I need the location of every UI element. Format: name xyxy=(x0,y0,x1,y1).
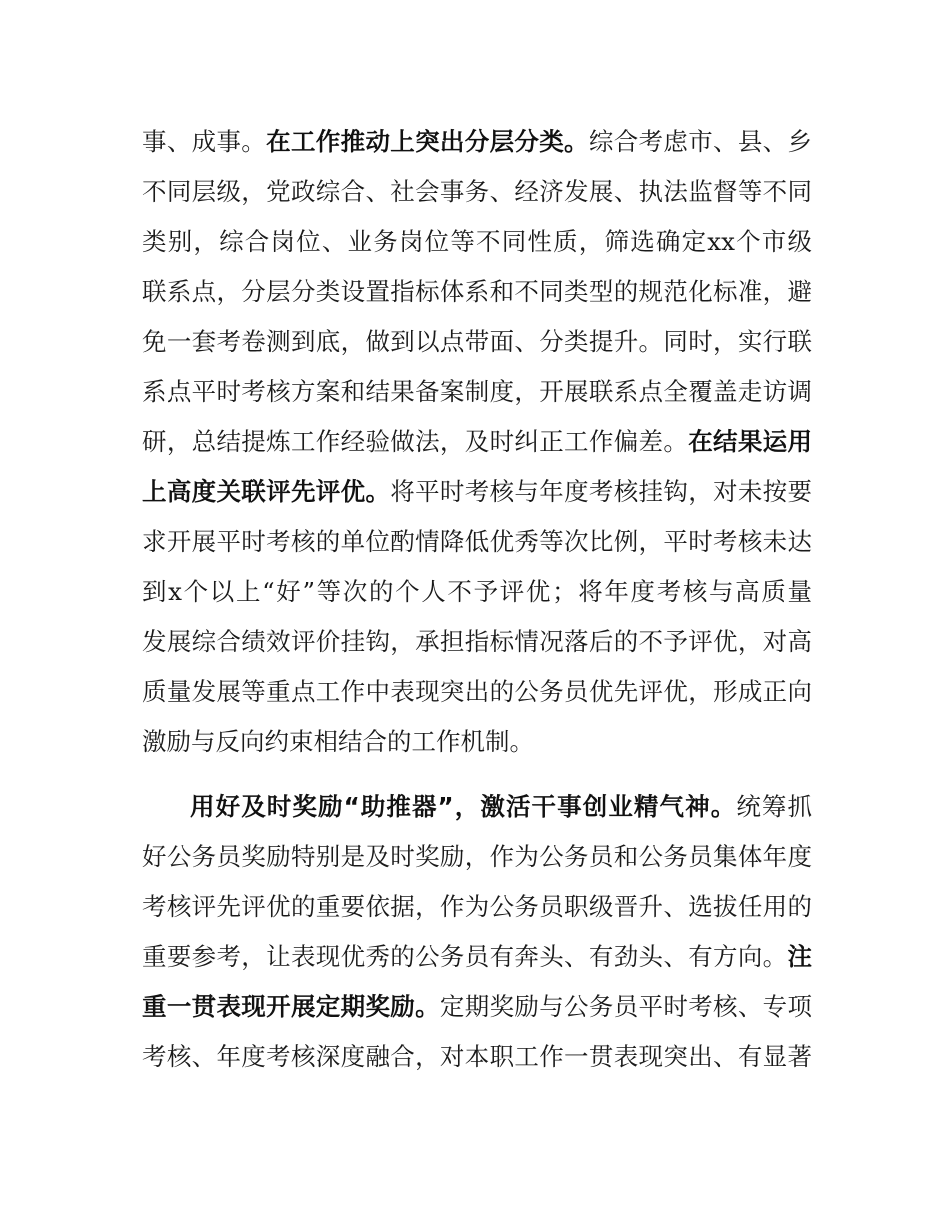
text-line xyxy=(142,172,812,212)
text-run: 发展综合绩效评价挂钩，承担指标情况落后的不予评优，对高 xyxy=(142,627,812,656)
text-line xyxy=(142,522,812,562)
text-run: 不同层级，党政综合、社会事务、经济发展、执法监督等不同 xyxy=(142,177,812,206)
text-run: 好公务员奖励特别是及时奖励，作为公务员和公务员集体年度 xyxy=(142,842,812,871)
text-line xyxy=(142,122,812,162)
text-run: 考核、年度考核深度融合，对本职工作一贯表现突出、有显著 xyxy=(142,1042,812,1071)
bold-heading-run: 在工作推动上突出分层分类。 xyxy=(266,127,589,156)
text-line xyxy=(142,937,812,977)
text-run: 将平时考核与年度考核挂钩，对未按要 xyxy=(390,477,813,506)
text-line xyxy=(142,722,812,762)
bold-heading-run: 重一贯表现开展定期奖励。 xyxy=(142,992,440,1021)
bold-heading-run: 注 xyxy=(787,942,812,971)
text-run: 激励与反向约束相结合的工作机制。 xyxy=(142,727,534,756)
text-line xyxy=(142,322,812,362)
text-run: 系点平时考核方案和结果备案制度，开展联系点全覆盖走访调 xyxy=(142,377,812,406)
bold-heading-run: 在结果运用 xyxy=(688,427,813,456)
text-run: 统筹抓 xyxy=(736,792,813,821)
text-line xyxy=(142,372,812,412)
text-run: 事、成事。 xyxy=(142,127,267,156)
text-line xyxy=(142,887,812,927)
text-line xyxy=(142,472,812,512)
text-run: 免一套考卷测到底，做到以点带面、分类提升。同时，实行联 xyxy=(142,327,812,356)
text-run: 重要参考，让表现优秀的公务员有奔头、有劲头、有方向。 xyxy=(142,942,788,971)
text-line xyxy=(142,622,812,662)
text-line xyxy=(142,1037,812,1077)
text-line xyxy=(142,672,812,712)
bold-heading-run: 用好及时奖励“助推器”，激活干事创业精气神。 xyxy=(190,792,737,821)
text-run: 求开展平时考核的单位酌情降低优秀等次比例，平时考核未达 xyxy=(142,527,812,556)
text-run: 定期奖励与公务员平时考核、专项 xyxy=(439,992,812,1021)
text-run: 综合考虑市、县、乡 xyxy=(588,127,813,156)
text-line xyxy=(142,272,812,312)
text-run: 联系点，分层分类设置指标体系和不同类型的规范化标准，避 xyxy=(142,277,812,306)
text-line xyxy=(142,222,812,262)
text-run: 考核评先评优的重要依据，作为公务员职级晋升、选拔任用的 xyxy=(142,892,812,921)
text-line xyxy=(142,987,812,1027)
text-run: 研，总结提炼工作经验做法，及时纠正工作偏差。 xyxy=(142,427,689,456)
text-run: 到x个以上“好”等次的个人不予评优；将年度考核与高质量 xyxy=(142,577,812,606)
text-line xyxy=(142,572,812,612)
text-line xyxy=(142,837,812,877)
text-run: 质量发展等重点工作中表现突出的公务员优先评优，形成正向 xyxy=(142,677,812,706)
text-run: 类别，综合岗位、业务岗位等不同性质，筛选确定xx个市级 xyxy=(142,227,812,256)
text-line xyxy=(190,787,812,827)
bold-heading-run: 上高度关联评先评优。 xyxy=(142,477,391,506)
text-line xyxy=(142,422,812,462)
